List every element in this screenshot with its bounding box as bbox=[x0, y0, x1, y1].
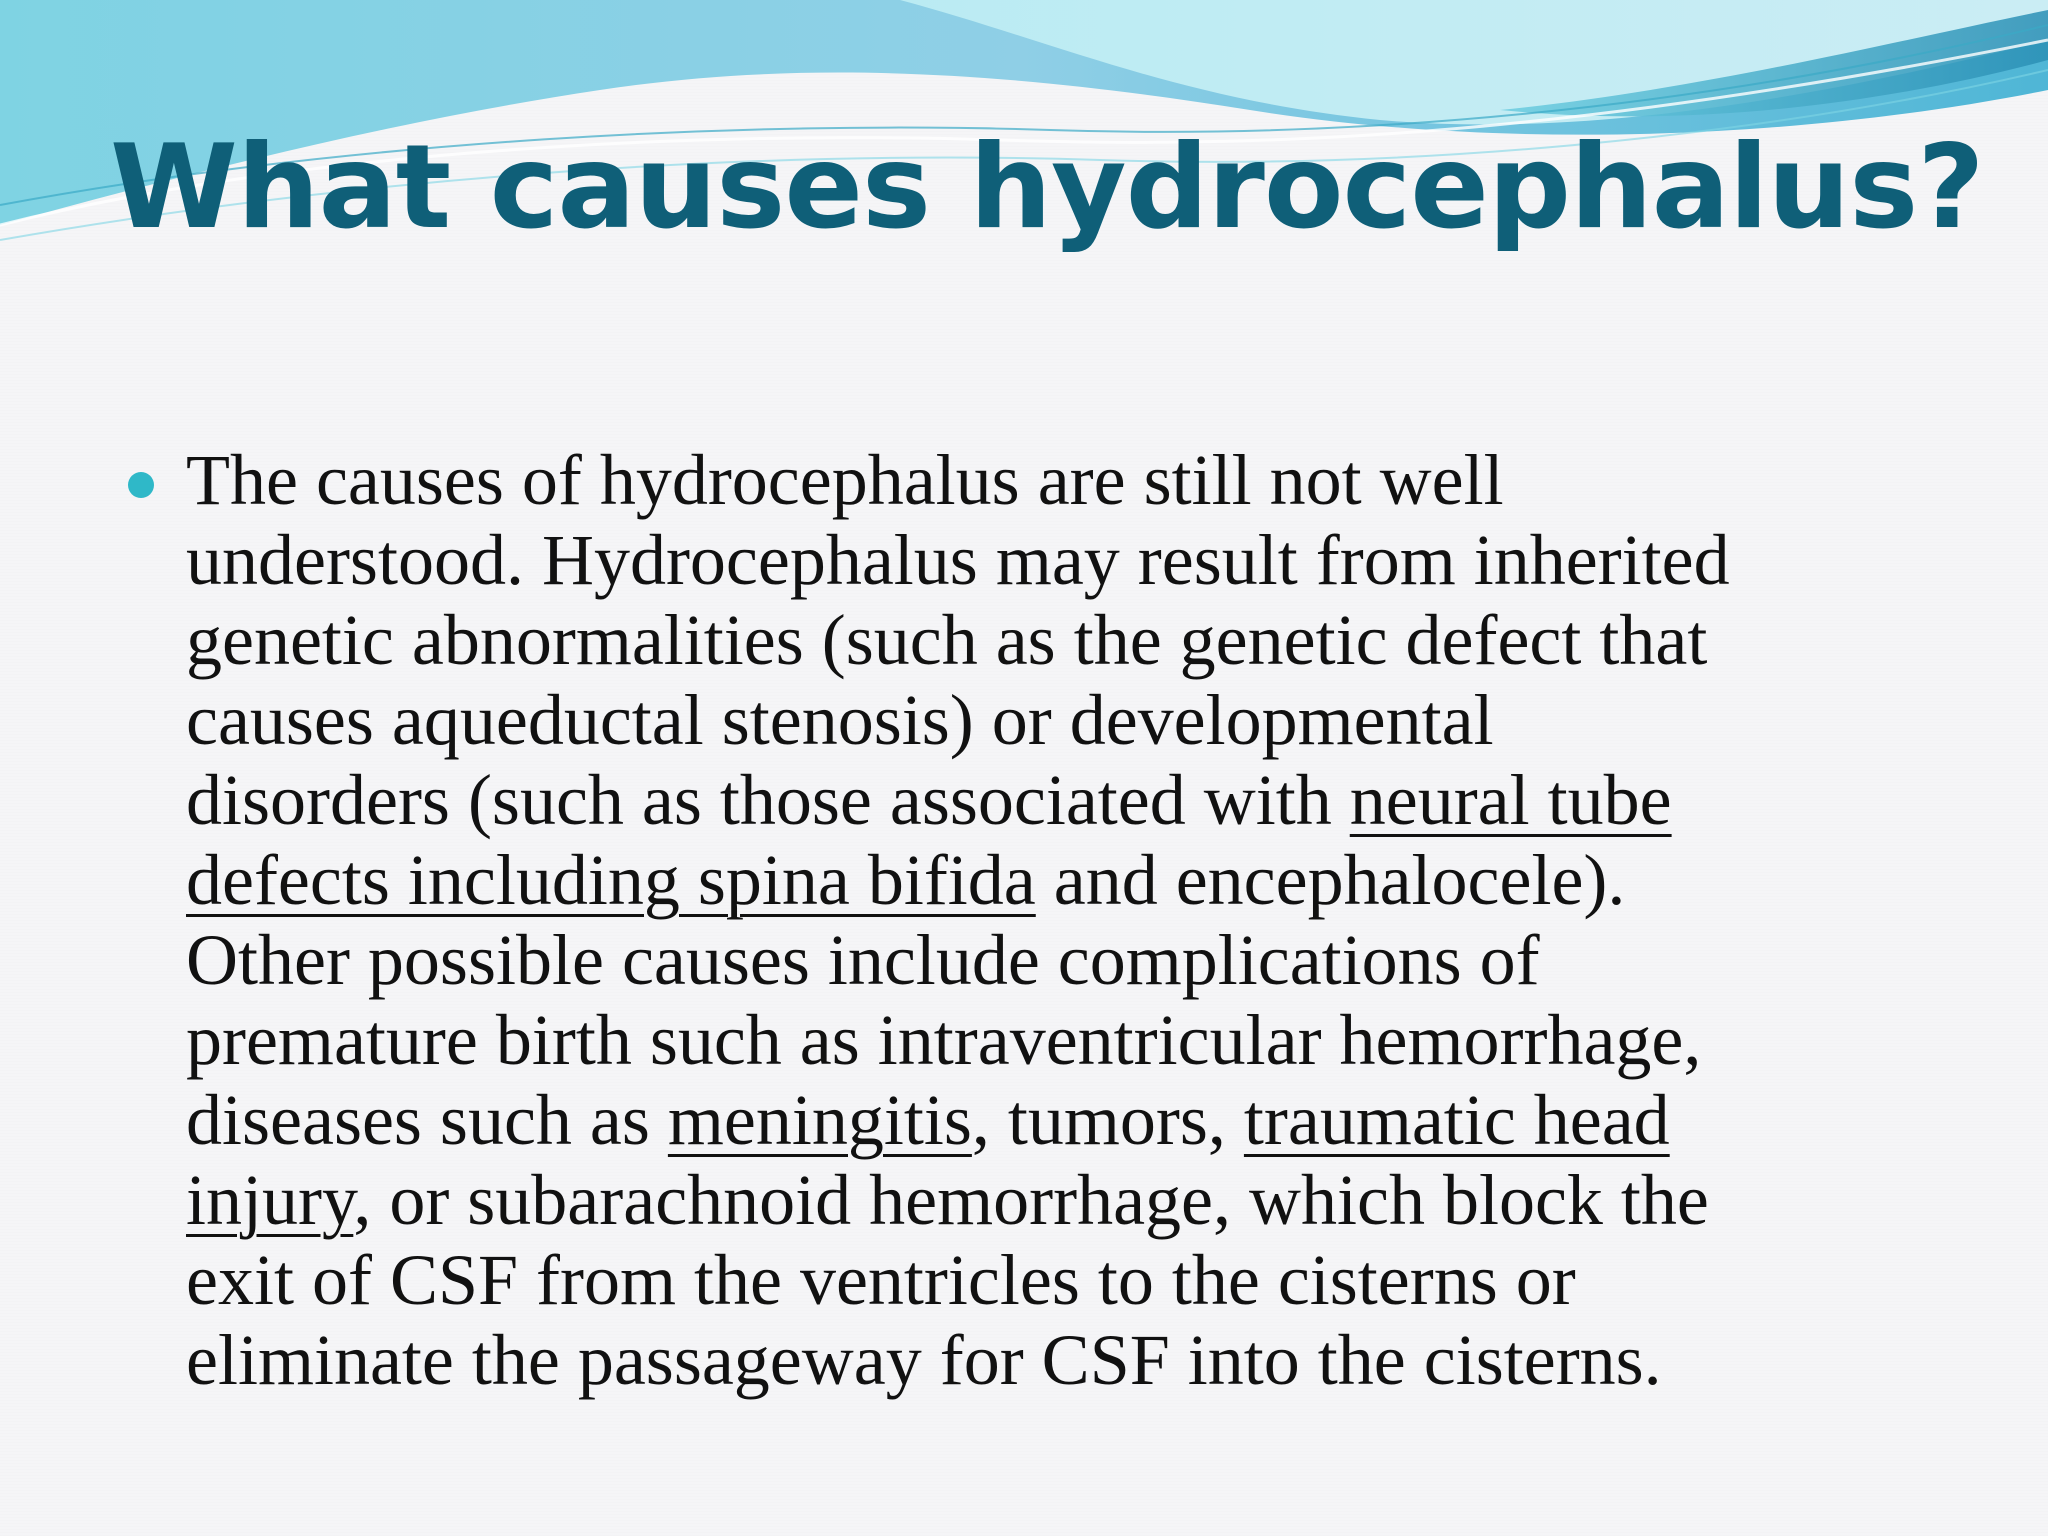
hyperlink[interactable]: meningitis bbox=[667, 1080, 972, 1160]
body-line bbox=[186, 680, 1968, 760]
body-text-segment: , or subarachnoid hemorrhage, which block the bbox=[353, 1160, 1709, 1240]
body-text-segment: Other possible causes include complications of bbox=[186, 920, 1540, 1000]
body-line bbox=[186, 760, 1968, 840]
body-text-segment: and encephalocele). bbox=[1035, 840, 1626, 920]
body-line bbox=[186, 520, 1968, 600]
body-text-segment: premature birth such as intraventricular hemorrhage, bbox=[186, 1000, 1702, 1080]
body-line bbox=[186, 920, 1968, 1000]
body-line bbox=[186, 1080, 1968, 1160]
hyperlink[interactable]: defects including spina bifida bbox=[186, 840, 1036, 920]
body-line bbox=[186, 1320, 1968, 1400]
body-line bbox=[186, 840, 1968, 920]
slide-title: What causes hydrocephalus? bbox=[110, 120, 1984, 255]
hyperlink[interactable]: traumatic head bbox=[1243, 1080, 1670, 1160]
hyperlink[interactable]: neural tube bbox=[1349, 760, 1672, 840]
bullet-text bbox=[186, 440, 1968, 1400]
body-text-segment: exit of CSF from the ventricles to the cisterns or bbox=[186, 1240, 1576, 1320]
body-text-segment: disorders (such as those associated with bbox=[186, 760, 1350, 840]
body-line bbox=[186, 600, 1968, 680]
body-text-segment: understood. Hydrocephalus may result from inherited bbox=[186, 520, 1730, 600]
bullet-icon bbox=[128, 472, 154, 498]
body-line bbox=[186, 440, 1968, 520]
body-text-segment: genetic abnormalities (such as the genetic defect that bbox=[186, 600, 1708, 680]
body-text-segment: diseases such as bbox=[186, 1080, 668, 1160]
body-text-segment: The causes of hydrocephalus are still not well bbox=[186, 440, 1504, 520]
body-text-segment: causes aqueductal stenosis) or developmental bbox=[186, 680, 1494, 760]
body-line bbox=[186, 1240, 1968, 1320]
slide-body bbox=[128, 440, 1968, 1400]
body-text-segment: , tumors, bbox=[971, 1080, 1244, 1160]
hyperlink[interactable]: injury bbox=[186, 1160, 354, 1240]
body-text-segment: eliminate the passageway for CSF into the cisterns. bbox=[186, 1320, 1662, 1400]
body-line bbox=[186, 1160, 1968, 1240]
body-line bbox=[186, 1000, 1968, 1080]
bullet-item bbox=[128, 440, 1968, 1400]
